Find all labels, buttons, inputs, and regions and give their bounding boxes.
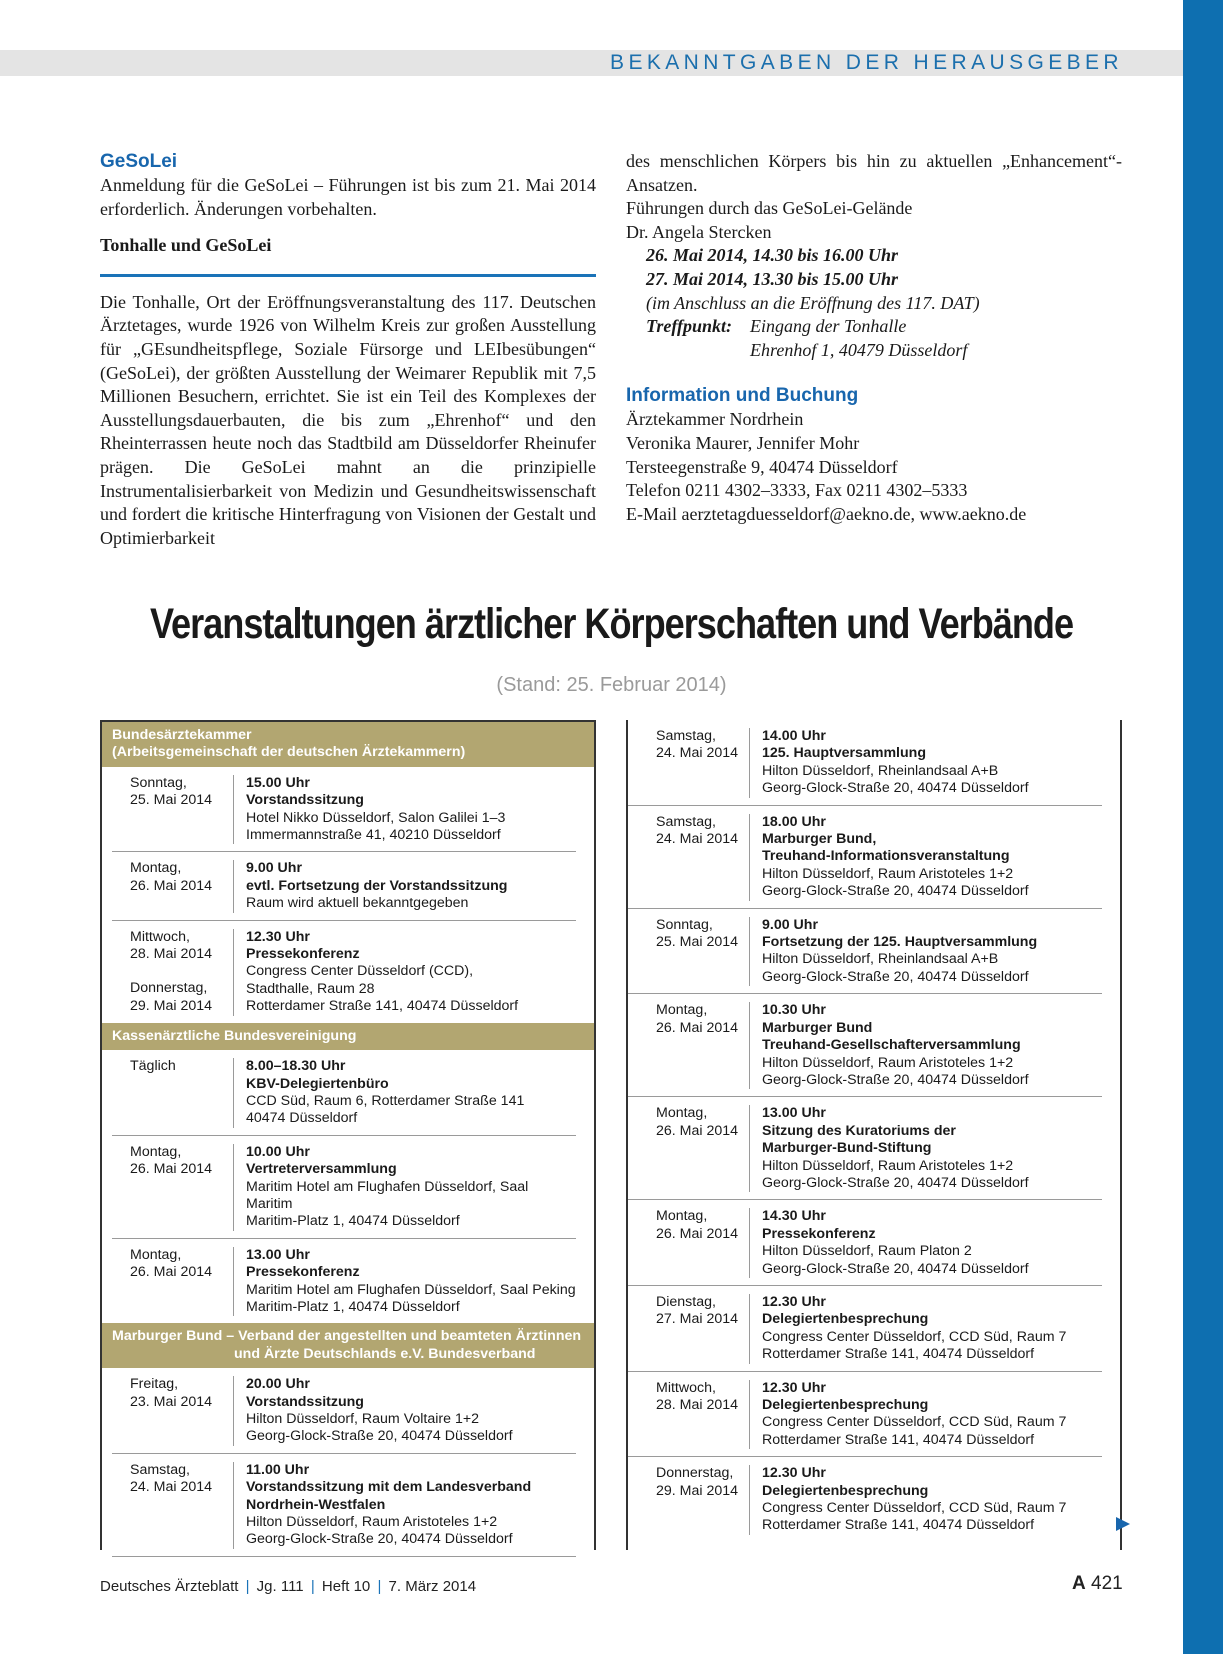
event-date-text: 26. Mai 2014 <box>656 1122 739 1139</box>
event-row <box>112 852 576 920</box>
event-location: Congress Center Düsseldorf, CCD Süd, Raum 7 <box>762 1328 1067 1345</box>
event-day: Freitag, <box>130 1376 179 1393</box>
org-header-kbv <box>102 1023 594 1050</box>
date-gap <box>130 963 233 980</box>
meeting-label: Treffpunkt: <box>646 316 733 337</box>
event-location: Maritim Hotel am Flughafen Düsseldorf, Saal Maritim <box>246 1178 529 1212</box>
event-details <box>246 1144 576 1231</box>
event-time: 14.30 Uhr <box>762 1208 826 1225</box>
event-address: Maritim-Platz 1, 40474 Düsseldorf <box>246 1213 460 1230</box>
page-prefix: A <box>1072 1573 1086 1594</box>
event-date <box>628 1380 750 1450</box>
event-title: Delegiertenbesprechung <box>762 1482 929 1499</box>
event-address: Rotterdamer Straße 141, 40474 Düsseldorf <box>762 1346 1035 1363</box>
event-day: Sonntag, <box>130 774 187 791</box>
event-date-text: 25. Mai 2014 <box>656 934 739 951</box>
event-time: 14.00 Uhr <box>762 728 826 744</box>
footer <box>100 1578 476 1595</box>
spacer <box>626 362 1122 384</box>
event-day: Montag, <box>130 1246 182 1263</box>
event-title-2: Marburger-Bund-Stiftung <box>762 1140 932 1157</box>
event-location-2: Stadthalle, Raum 28 <box>246 980 375 997</box>
event-time: 10.00 Uhr <box>246 1143 310 1160</box>
tour-date-1: 26. Mai 2014, 14.30 bis 16.00 Uhr <box>646 245 899 266</box>
event-day: Montag, <box>656 1208 708 1225</box>
event-location: Hilton Düsseldorf, Raum Aristoteles 1+2 <box>762 1054 1014 1071</box>
section-band <box>0 50 1183 76</box>
event-date-text: 24. Mai 2014 <box>130 1479 213 1496</box>
event-title: KBV-Delegiertenbüro <box>246 1075 389 1092</box>
event-location: Hilton Düsseldorf, Raum Voltaire 1+2 <box>246 1411 480 1427</box>
event-date-text: 28. Mai 2014 <box>656 1397 739 1413</box>
org-name: Kassenärztliche Bundesvereinigung <box>112 1027 357 1044</box>
event-row <box>628 720 1102 806</box>
event-time: 12.30 Uhr <box>762 1293 826 1310</box>
event-address: Rotterdamer Straße 141, 40474 Düsseldorf <box>762 1517 1035 1534</box>
event-details <box>246 1462 576 1549</box>
event-time: 15.00 Uhr <box>246 774 310 791</box>
event-date <box>628 1002 750 1089</box>
tonhalle-heading: Tonhalle und GeSoLei <box>100 234 596 277</box>
event-time: 9.00 Uhr <box>246 860 302 877</box>
event-details <box>246 1247 576 1317</box>
event-day: Sonntag, <box>656 916 713 933</box>
event-title-2: Treuhand-Informationsveranstaltung <box>762 848 1010 865</box>
org-subname: (Arbeitsgemeinschaft der deutschen Ärztekammern) <box>112 744 466 761</box>
event-row <box>112 1454 576 1557</box>
event-location: Hilton Düsseldorf, Rheinlandsaal A+B <box>762 762 999 779</box>
tour-note: (im Anschluss an die Eröffnung des 117. DAT) <box>646 292 980 313</box>
event-date <box>112 929 234 1016</box>
event-row <box>628 994 1102 1097</box>
event-address: Maritim-Platz 1, 40474 Düsseldorf <box>246 1298 460 1315</box>
event-address: Georg-Glock-Straße 20, 40474 Düsseldorf <box>762 1071 1029 1088</box>
event-location: Hilton Düsseldorf, Raum Aristoteles 1+2 <box>762 1157 1014 1174</box>
right-text-column <box>626 150 1122 526</box>
event-date <box>112 1144 234 1231</box>
event-time: 12.30 Uhr <box>762 1379 826 1396</box>
event-title-2: Nordrhein-Westfalen <box>246 1496 386 1513</box>
event-address: Georg-Glock-Straße 20, 40474 Düsseldorf <box>246 1531 513 1548</box>
org-header-baek <box>102 722 594 767</box>
event-location: Congress Center Düsseldorf, CCD Süd, Raum 7 <box>762 1500 1067 1517</box>
event-address: Georg-Glock-Straße 20, 40474 Düsseldorf <box>762 968 1029 985</box>
journal-name: Deutsches Ärzteblatt <box>100 1578 239 1595</box>
tonhalle-body: Die Tonhalle, Ort der Eröffnungsveranstaltung des 117. Deutschen Ärztetages, wurde 1926 von Wilhelm Kreis zur großen Ausstellung für „GEsundheitspflege, Soziale Fürsorge und LEIbesübungen“ (GeSoLei), der größten Ausstellung der Weimarer Republik mit 7,5 Millionen Besuchern, errichtet. Sie ist ein Teil des Komplexes der Ausstellungsdauerbauten, die bis zum „Ehrenhof“ und den Rheinterrassen heute noch das Stadtbild am Düsseldorfer Rheinufer prägen. Die GeSoLei mahnt an die prinzipielle Instrumentalisierbarkeit von Medizin und Gesundheitswissenschaft und fordert die kritische Hinterfragung von Visionen der Gestalt und Optimierbarkeit <box>100 291 596 548</box>
page-number <box>1072 1573 1123 1595</box>
event-title: Pressekonferenz <box>246 946 360 963</box>
meeting-label-spacer <box>646 339 750 363</box>
journal-volume: Jg. 111 <box>256 1578 304 1595</box>
event-date <box>628 917 750 987</box>
info-address: Tersteegenstraße 9, 40474 Düsseldorf <box>626 456 898 477</box>
event-time: 13.00 Uhr <box>246 1246 310 1263</box>
event-time: 12.30 Uhr <box>246 928 310 945</box>
event-date <box>112 860 234 912</box>
event-date-text: 27. Mai 2014 <box>656 1311 739 1328</box>
journal-date: 7. März 2014 <box>388 1578 477 1595</box>
events-title: Veranstaltungen ärztlicher Körperschaften und Verbände <box>149 600 1074 648</box>
event-title-2: Treuhand-Gesellschafterversammlung <box>762 1037 1021 1054</box>
event-title: Delegiertenbesprechung <box>762 1311 929 1328</box>
continue-arrow-icon <box>1116 1517 1130 1531</box>
journal-issue: Heft 10 <box>321 1578 371 1595</box>
event-address: 40474 Düsseldorf <box>246 1110 358 1127</box>
event-date <box>628 814 750 901</box>
event-location: Hilton Düsseldorf, Rheinlandsaal A+B <box>762 951 999 968</box>
event-title: Pressekonferenz <box>246 1264 360 1281</box>
event-address: Immermannstraße 41, 40210 Düsseldorf <box>246 827 501 844</box>
meeting-point <box>626 315 1122 339</box>
event-details <box>762 728 1102 798</box>
event-details <box>246 1376 576 1446</box>
event-date-text: 24. Mai 2014 <box>656 745 739 762</box>
event-date <box>112 775 234 845</box>
event-title: Delegiertenbesprechung <box>762 1397 929 1413</box>
event-day: Montag, <box>130 860 182 877</box>
event-title: Vorstandssitzung mit dem Landesverband <box>246 1479 532 1496</box>
event-day: Mittwoch, <box>656 1379 716 1396</box>
event-day: Täglich <box>130 1058 176 1075</box>
event-row <box>112 921 576 1023</box>
org-name: Marburger Bund – Verband der angestellten und beamteten Ärztinnen <box>112 1328 582 1345</box>
meeting-point-2 <box>626 339 1122 363</box>
event-title: Marburger Bund <box>762 1019 873 1036</box>
event-time: 20.00 Uhr <box>246 1376 310 1393</box>
event-day-2: Donnerstag, <box>130 980 208 997</box>
event-location: CCD Süd, Raum 6, Rotterdamer Straße 141 <box>246 1092 525 1109</box>
event-location: Congress Center Düsseldorf, CCD Süd, Raum 7 <box>762 1414 1067 1431</box>
info-phone: Telefon 0211 4302–3333, Fax 0211 4302–5333 <box>626 480 968 501</box>
event-location: Hilton Düsseldorf, Raum Aristoteles 1+2 <box>246 1514 498 1531</box>
event-details <box>762 814 1102 901</box>
event-day: Samstag, <box>130 1461 190 1478</box>
event-row <box>628 1372 1102 1458</box>
footer-separator: | <box>377 1578 382 1595</box>
event-location: Hilton Düsseldorf, Raum Platon 2 <box>762 1243 972 1260</box>
event-row <box>628 806 1102 909</box>
event-details <box>246 929 576 1016</box>
event-location: Raum wird aktuell bekanntgegeben <box>246 895 469 912</box>
event-details <box>762 1465 1102 1535</box>
left-text-column <box>100 150 596 550</box>
event-title: Marburger Bund, <box>762 831 877 848</box>
event-date-text: 26. Mai 2014 <box>130 877 213 894</box>
event-date-text-2: 29. Mai 2014 <box>130 997 213 1014</box>
event-address: Georg-Glock-Straße 20, 40474 Düsseldorf <box>762 1260 1029 1277</box>
event-time: 13.00 Uhr <box>762 1105 826 1122</box>
event-row <box>628 1286 1102 1372</box>
event-time: 9.00 Uhr <box>762 916 818 933</box>
events-stand: (Stand: 25. Februar 2014) <box>496 674 727 696</box>
event-date <box>628 1208 750 1278</box>
meeting-line-2: Ehrenhof 1, 40479 Düsseldorf <box>750 339 968 360</box>
event-row <box>112 1136 576 1239</box>
org-subname: und Ärzte Deutschlands e.V. Bundesverband <box>234 1345 536 1362</box>
event-title: 125. Hauptversammlung <box>762 745 927 762</box>
event-date <box>628 1465 750 1535</box>
events-table-left <box>100 720 596 1550</box>
event-day: Montag, <box>656 1105 708 1122</box>
event-date <box>112 1247 234 1317</box>
event-location: Congress Center Düsseldorf (CCD), <box>246 963 474 980</box>
info-heading: Information und Buchung <box>626 385 859 407</box>
event-title: Vorstandssitzung <box>246 792 364 809</box>
event-details <box>246 775 576 845</box>
event-details <box>246 1058 576 1128</box>
event-location: Maritim Hotel am Flughafen Düsseldorf, Saal Peking <box>246 1281 576 1298</box>
event-title: Vorstandssitzung <box>246 1393 364 1410</box>
event-address: Georg-Glock-Straße 20, 40474 Düsseldorf <box>246 1428 513 1445</box>
event-row <box>628 1457 1102 1542</box>
event-details <box>246 860 576 912</box>
event-date <box>112 1058 234 1128</box>
event-address: Georg-Glock-Straße 20, 40474 Düsseldorf <box>762 1174 1029 1191</box>
org-name: Bundesärztekammer <box>112 727 252 743</box>
info-names: Veronika Maurer, Jennifer Mohr <box>626 432 860 453</box>
event-details <box>762 917 1102 987</box>
event-address: Rotterdamer Straße 141, 40474 Düsseldorf <box>246 998 519 1015</box>
footer-separator: | <box>310 1578 315 1595</box>
footer-separator: | <box>245 1578 250 1595</box>
gesolei-heading: GeSoLei <box>100 151 178 172</box>
event-day: Montag, <box>130 1143 182 1160</box>
event-details <box>762 1002 1102 1089</box>
event-date-text: 25. Mai 2014 <box>130 792 213 809</box>
event-date-text: 29. Mai 2014 <box>656 1482 739 1499</box>
event-day: Samstag, <box>656 728 716 744</box>
event-date <box>628 1105 750 1192</box>
event-date-text: 26. Mai 2014 <box>130 1161 213 1178</box>
event-time: 12.30 Uhr <box>762 1465 826 1482</box>
tour-title: Führungen durch das GeSoLei-Gelände <box>626 198 913 219</box>
info-email: E-Mail aerztetagduesseldorf@aekno.de, www.aekno.de <box>626 503 1027 524</box>
event-date <box>112 1462 234 1549</box>
event-details <box>762 1294 1102 1364</box>
body-continuation: des menschlichen Körpers bis hin zu aktuellen „Enhancement“-Ansatzen. <box>626 151 1122 195</box>
event-time: 18.00 Uhr <box>762 813 826 830</box>
event-date <box>628 728 750 798</box>
event-day: Montag, <box>656 1002 708 1019</box>
event-address: Rotterdamer Straße 141, 40474 Düsseldorf <box>762 1431 1035 1448</box>
event-date <box>628 1294 750 1364</box>
event-day: Mittwoch, <box>130 928 190 945</box>
event-date-text: 26. Mai 2014 <box>130 1264 213 1281</box>
event-address: Georg-Glock-Straße 20, 40474 Düsseldorf <box>762 780 1029 797</box>
event-location: Hilton Düsseldorf, Raum Aristoteles 1+2 <box>762 865 1014 882</box>
event-date-text: 26. Mai 2014 <box>656 1225 739 1242</box>
tour-guide: Dr. Angela Stercken <box>626 221 772 242</box>
event-row <box>628 909 1102 995</box>
event-row <box>112 1239 576 1324</box>
event-day: Samstag, <box>656 813 716 830</box>
event-title: Sitzung des Kuratoriums der <box>762 1122 956 1139</box>
event-details <box>762 1105 1102 1192</box>
section-label: BEKANNTGABEN DER HERAUSGEBER <box>610 51 1123 74</box>
event-title: Vertreterversammlung <box>246 1161 397 1178</box>
meeting-line-1: Eingang der Tonhalle <box>750 316 907 337</box>
event-row <box>112 1368 576 1454</box>
event-row <box>112 1050 576 1136</box>
event-date-text: 26. Mai 2014 <box>656 1019 739 1036</box>
event-time: 8.00–18.30 Uhr <box>246 1058 346 1075</box>
event-date-text: 28. Mai 2014 <box>130 946 213 963</box>
event-time: 10.30 Uhr <box>762 1002 826 1019</box>
event-day: Dienstag, <box>656 1293 716 1310</box>
event-date-text: 24. Mai 2014 <box>656 831 739 848</box>
event-date <box>112 1376 234 1446</box>
side-accent-bar <box>1183 0 1223 1654</box>
event-day: Donnerstag, <box>656 1465 734 1482</box>
event-row <box>628 1200 1102 1286</box>
event-row <box>628 1097 1102 1200</box>
page-number-value: 421 <box>1091 1573 1123 1594</box>
event-address: Georg-Glock-Straße 20, 40474 Düsseldorf <box>762 883 1029 900</box>
event-row <box>112 767 576 853</box>
tour-date-2: 27. Mai 2014, 13.30 bis 15.00 Uhr <box>646 268 899 289</box>
event-time: 11.00 Uhr <box>246 1461 310 1478</box>
event-title: evtl. Fortsetzung der Vorstandssitzung <box>246 877 508 894</box>
org-header-mb <box>102 1323 594 1368</box>
event-details <box>762 1208 1102 1278</box>
gesolei-text: Anmeldung für die GeSoLei – Führungen ist bis zum 21. Mai 2014 erforderlich. Änderungen vorbehalten. <box>100 175 596 219</box>
event-location: Hotel Nikko Düsseldorf, Salon Galilei 1–3 <box>246 809 506 826</box>
event-date-text: 23. Mai 2014 <box>130 1393 213 1410</box>
events-table-right <box>626 720 1122 1550</box>
event-title: Fortsetzung der 125. Hauptversammlung <box>762 934 1038 951</box>
info-org: Ärztekammer Nordrhein <box>626 409 804 430</box>
event-details <box>762 1380 1102 1450</box>
event-title: Pressekonferenz <box>762 1225 876 1242</box>
